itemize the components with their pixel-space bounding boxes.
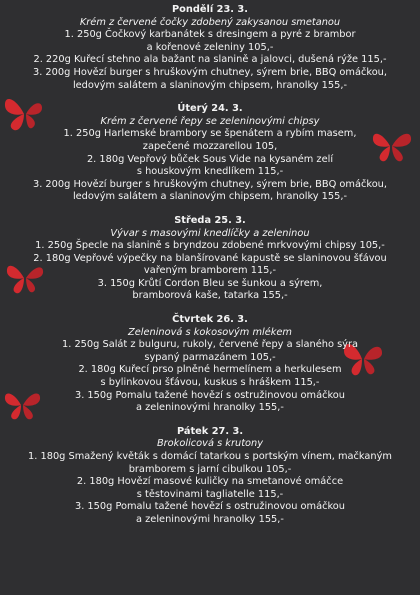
menu-item-line: 1. 250g Čočkový karbanátek s dresingem a pyré z brambor	[64, 29, 356, 41]
menu-item-line: vařeným bramborem 115,-	[143, 265, 277, 277]
menu-item-line: 3. 150g Krůtí Cordon Bleu se šunkou a sýrem,	[97, 277, 323, 289]
menu-item-line: 2. 220g Kuřecí stehno ala bažant na slanině a jalovci, dušená rýže 115,-	[33, 54, 387, 66]
menu-item-line: 3. 200g Hovězí burger s hruškovým chutney, sýrem brie, BBQ omáčkou,	[32, 178, 388, 190]
menu-item-line: ledovým salátem a slaninovým chipsem, hranolky 155,-	[72, 79, 348, 91]
menu-item-line: 3. 200g Hovězí burger s hruškovým chutney, sýrem brie, BBQ omáčkou,	[32, 66, 388, 78]
day-title: Pondělí 23. 3.	[172, 4, 248, 15]
menu-item-line: a kořenové zeleniny 105,-	[146, 41, 274, 53]
menu-item-line: 2. 180g Kuřecí prso plněné hermelínem a herkulesem	[78, 364, 342, 376]
menu-item-line: 2. 180g Vepřový bůček Sous Vide na kysaném zelí	[86, 153, 334, 165]
menu-item-line: a zeleninovými hranolky 155,-	[136, 402, 284, 414]
day-wednesday	[0, 215, 420, 303]
day-tuesday	[0, 103, 420, 204]
day-title: Středa 25. 3.	[174, 214, 246, 226]
menu-item-line: 1. 250g Salát z bulguru, rukoly, červené řepy a slaného sýra	[61, 339, 359, 351]
menu-item-line: 2. 180g Vepřové výpečky na blanšírované kapustě se slaninovou šťávou	[33, 252, 387, 264]
day-thursday	[0, 314, 420, 415]
menu-item-line: 2. 180g Hovězí masové kuličky na smetanové omáčce	[76, 476, 344, 488]
day-title: Úterý 24. 3.	[177, 103, 243, 115]
menu-item-line: bramborová kaše, tatarka 155,-	[132, 290, 288, 302]
menu-item-line: zapečené mozzarellou 105,	[142, 140, 278, 152]
soup-of-the-day: Brokolicová s krutony	[156, 438, 264, 450]
soup-of-the-day: Krém z červené čočky zdobený zakysanou smetanou	[79, 16, 341, 28]
menu-item-line: sypaný parmazánem 105,-	[144, 351, 276, 363]
menu-item-line: 3. 150g Pomalu tažené hovězí s ostružinovou omáčkou	[74, 389, 346, 401]
day-title: Pátek 27. 3.	[176, 425, 244, 437]
menu-item-line: s houskovým knedlíkem 115,-	[136, 166, 284, 178]
soup-of-the-day: Vývar s masovými knedlíčky a zeleninou	[110, 227, 310, 239]
menu-item-line: 1. 250g Špecle na slanině s bryndzou zdobené mrkvovými chipsy 105,-	[35, 240, 385, 252]
day-monday	[0, 4, 420, 92]
daily-menu	[0, 4, 420, 527]
menu-item-line: 3. 150g Pomalu tažené hovězí s ostružinovou omáčkou	[74, 501, 346, 513]
menu-item-line: s bylinkovou šťávou, kuskus s hráškem 115,-	[100, 377, 320, 389]
menu-item-line: a zeleninovými hranolky 155,-	[136, 513, 284, 525]
soup-of-the-day: Zeleninová s kokosovým mlékem	[128, 326, 292, 338]
menu-item-line: s těstovinami tagliatelle 115,-	[136, 488, 284, 500]
day-friday	[0, 426, 420, 527]
soup-of-the-day: Krém z červené řepy se zeleninovými chipsy	[100, 115, 320, 127]
menu-item-line: ledovým salátem a slaninovým chipsem, hranolky 155,-	[72, 191, 348, 203]
menu-item-line: 1. 180g Smažený květák s domácí tatarkou s portským vínem, mačkaným	[28, 451, 392, 462]
menu-item-line: 1. 250g Harlemské brambory se špenátem a rybím masem,	[63, 128, 357, 140]
menu-item-line: bramborem s jarní cibulkou 105,-	[128, 463, 292, 475]
day-title: Čtvrtek 26. 3.	[172, 314, 248, 326]
